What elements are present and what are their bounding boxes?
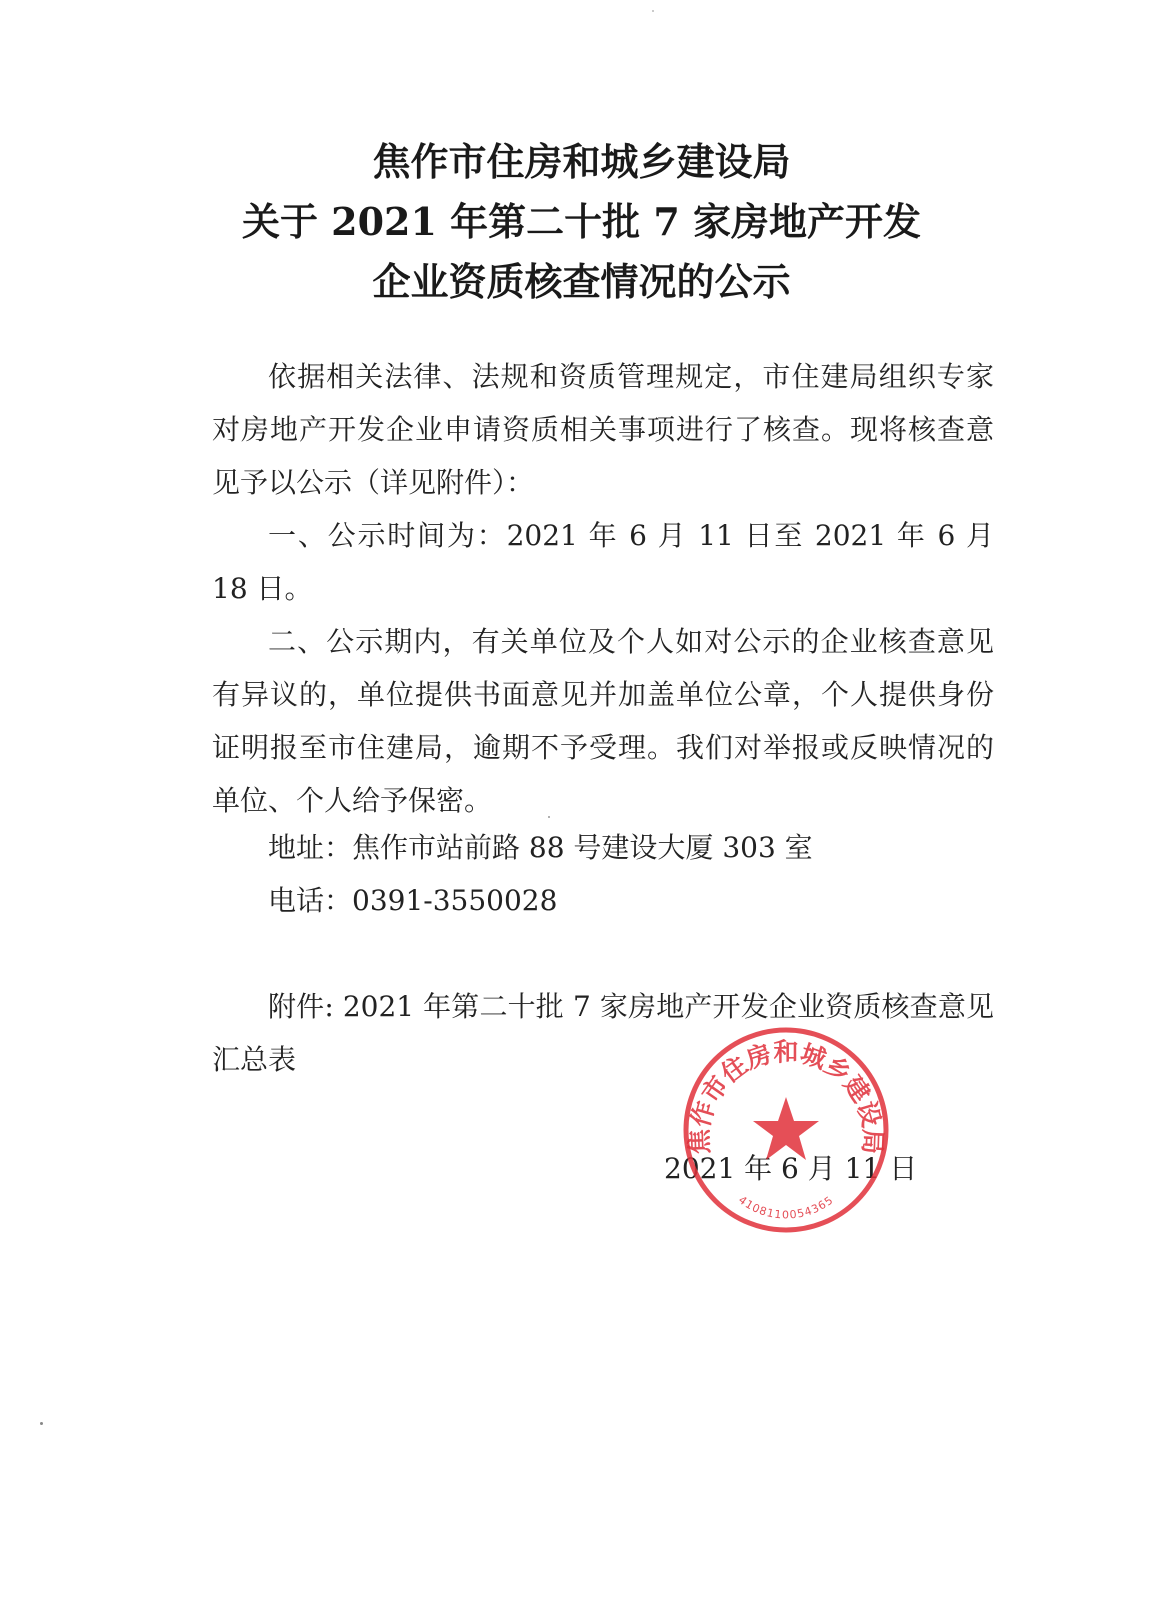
- title-line-1: 焦作市住房和城乡建设局: [372, 139, 791, 184]
- seal-arc-text: 焦作市住房和城乡建设局: [684, 1037, 888, 1155]
- issue-date: 2021 年 6 月 11 日: [664, 1152, 918, 1185]
- title-line-3: 企业资质核查情况的公示: [372, 259, 791, 304]
- intro-paragraph: 依据相关法律、法规和资质管理规定，市住建局组织专家对房地产开发企业申请资质相关事项进行了核查。现将核查意见予以公示（详见附件）：: [212, 360, 994, 499]
- title-line-2: 关于 2021 年第二十批 7 家房地产开发: [241, 199, 922, 244]
- address-line: 地址：焦作市站前路 88 号建设大厦 303 室: [268, 831, 813, 864]
- svg-text:4108110054365: [736, 1193, 836, 1221]
- scan-speck: [40, 1422, 43, 1425]
- seal-code: 4108110054365: [735, 1193, 837, 1222]
- attachment-note: 附件: 2021 年第二十批 7 家房地产开发企业资质核查意见汇总表: [212, 990, 994, 1076]
- official-seal-icon: [681, 1025, 891, 1235]
- scan-speck: [652, 10, 654, 12]
- objection-paragraph: 二、公示期内，有关单位及个人如对公示的企业核查意见有异议的，单位提供书面意见并加盖单位公章，个人提供身份证明报至市住建局，逾期不予受理。我们对举报或反映情况的单位、个人给予保密。: [212, 625, 994, 817]
- scan-speck: [548, 816, 550, 818]
- phone-line: 电话：0391-3550028: [268, 884, 558, 917]
- publication-period-paragraph: 一、公示时间为：2021 年 6 月 11 日至 2021 年 6 月 18 日。: [212, 519, 994, 605]
- document-title: [0, 132, 1163, 312]
